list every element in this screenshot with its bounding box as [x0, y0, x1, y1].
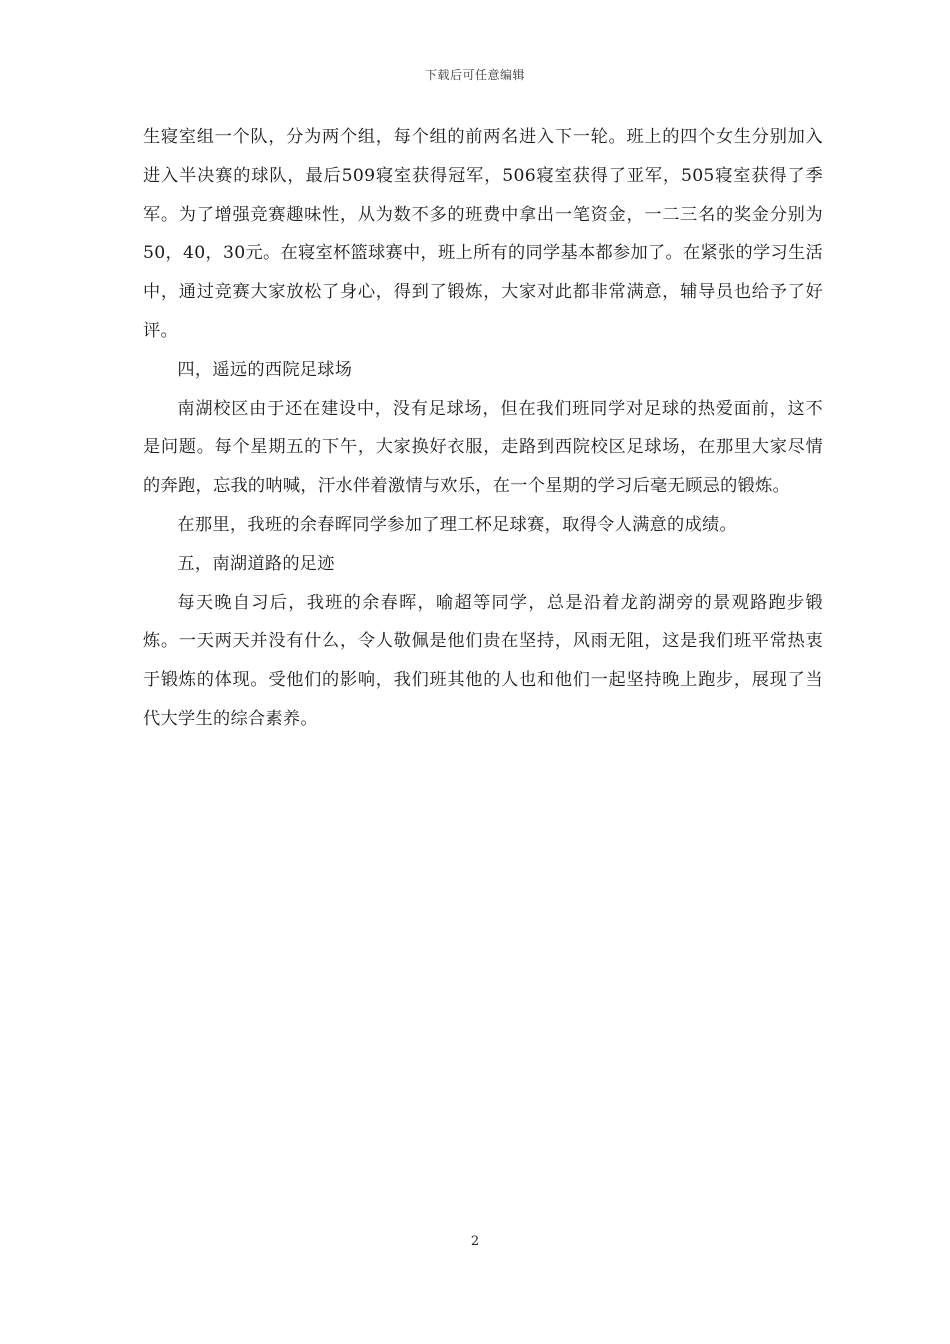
paragraph-dorm-basketball: 生寝室组一个队，分为两个组，每个组的前两名进入下一轮。班上的四个女生分别加入进入半决赛的球队，最后509寝室获得冠军，506寝室获得了亚军，505寝室获得了季军。为了增强竞赛趣味性，从为数不多的班费中拿出一笔资金，一二三名的奖金分别为50，40，30元。在寝室杯篮球赛中，班上所有的同学基本都参加了。在紧张的学习生活中，通过竞赛大家放松了身心，得到了锻炼，大家对此都非常满意，辅导员也给予了好评。: [143, 127, 823, 341]
document-body: [143, 118, 823, 739]
section-heading-west-football-field: 四，遥远的西院足球场: [177, 359, 353, 380]
page-number: 2: [470, 1234, 480, 1249]
paragraph-football-field: 南湖校区由于还在建设中，没有足球场，但在我们班同学对足球的热爱面前，这不是问题。每个星期五的下午，大家换好衣服，走路到西院校区足球场，在那里大家尽情的奔跑，忘我的呐喊，汗水伴着激情与欢乐，在一个星期的学习后毫无顾忌的锻炼。: [143, 398, 823, 497]
page-header: 下载后可任意编辑: [424, 68, 525, 82]
paragraph-football-match: 在那里，我班的余春晖同学参加了理工杯足球赛，取得令人满意的成绩。: [177, 514, 737, 535]
section-heading-nanhu-road: 五，南湖道路的足迹: [177, 553, 335, 574]
paragraph-night-running: 每天晚自习后，我班的余春晖，喻超等同学，总是沿着龙韵湖旁的景观路跑步锻炼。一天两天并没有什么，令人敬佩是他们贵在坚持，风雨无阻，这是我们班平常热衷于锻炼的体现。受他们的影响，我们班其他的人也和他们一起坚持晚上跑步，展现了当代大学生的综合素养。: [143, 592, 823, 729]
